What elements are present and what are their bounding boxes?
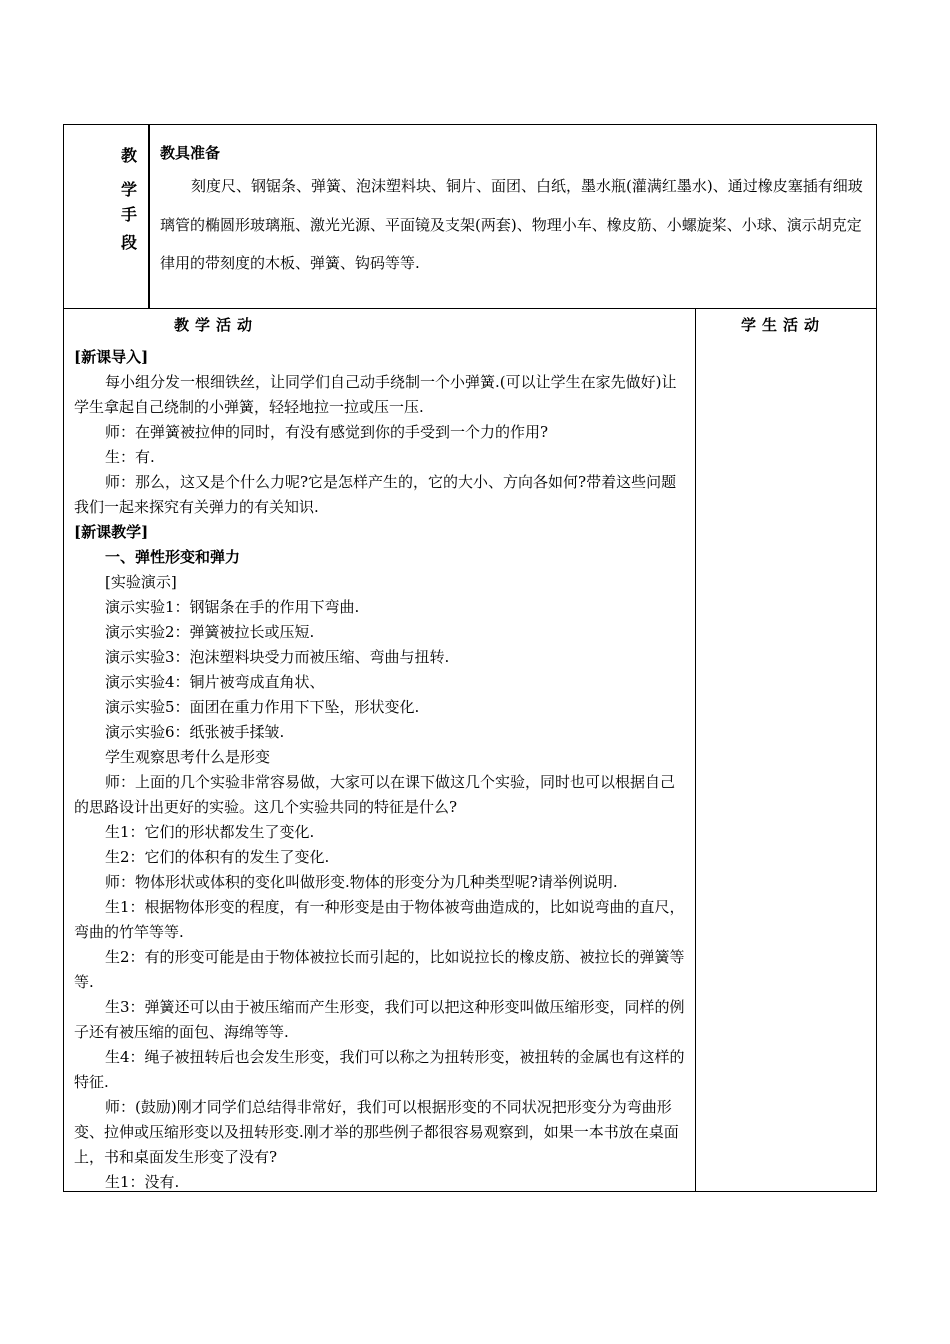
student-activity-header: 学生活动 [741,316,826,334]
paragraph: 生2：有的形变可能是由于物体被拉长而引起的，比如说拉长的橡皮筋、被拉长的弹簧等等. [74,948,685,991]
label-char-4: 段 [120,233,137,252]
subsection-heading: 一、弹性形变和弹力 [105,548,241,566]
section-teaching-heading: [新课教学] [74,523,149,541]
paragraph: 师：上面的几个实验非常容易做，大家可以在课下做这几个实验，同时也可以根据自己的思路设计出更好的实验。这几个实验共同的特征是什么? [74,773,676,816]
paragraph: 生4：绳子被扭转后也会发生形变，我们可以称之为扭转形变，被扭转的金属也有这样的特征. [74,1048,685,1091]
label-char-1: 教 [120,146,137,165]
paragraph: 生1：它们的形状都发生了变化. [105,823,315,841]
paragraph: 演示实验3：泡沫塑料块受力而被压缩、弯曲与扭转. [105,648,450,666]
paragraph: 师：在弹簧被拉伸的同时，有没有感觉到你的手受到一个力的作用? [105,423,549,441]
paragraph: 演示实验4：铜片被弯成直角状、 [105,673,325,691]
teaching-activity-header: 教学活动 [174,316,259,334]
paragraph: 每小组分发一根细铁丝，让同学们自己动手绕制一个小弹簧.(可以让学生在家先做好)让学生拿起自己绕制的小弹簧，轻轻地拉一拉或压一压. [74,373,677,416]
paragraph: 学生观察思考什么是形变 [105,748,271,766]
paragraph: 师：(鼓励)刚才同学们总结得非常好，我们可以根据形变的不同状况把形变分为弯曲形变、拉伸或压缩形变以及扭转形变.刚才举的那些例子都很容易观察到，如果一本书放在桌面上，书和桌面发生形变了没有? [74,1098,679,1166]
paragraph: [实验演示] [105,573,177,591]
paragraph: 师：物体形状或体积的变化叫做形变.物体的形变分为几种类型呢?请举例说明. [105,873,618,891]
paragraph: 生：有. [105,448,155,466]
paragraph: 生3：弹簧还可以由于被压缩而产生形变，我们可以把这种形变叫做压缩形变，同样的例子还有被压缩的面包、海绵等等. [74,998,685,1041]
lesson-body [74,345,687,1195]
section-intro-heading: [新课导入] [74,348,149,366]
label-char-3: 手 [120,205,137,224]
heading-equipment: 教具准备 [160,144,221,162]
label-char-2: 学 [120,180,137,199]
paragraph: 演示实验5：面团在重力作用下下坠，形状变化. [105,698,420,716]
paragraph: 生1：根据物体形变的程度，有一种形变是由于物体被弯曲造成的，比如说弯曲的直尺，弯曲的竹竿等等. [74,898,685,941]
teaching-means-table [63,124,877,309]
paragraph: 生2：它们的体积有的发生了变化. [105,848,330,866]
teaching-means-content [160,139,868,283]
paragraph: 演示实验2：弹簧被拉长或压短. [105,623,315,641]
paragraph: 生1：没有. [105,1173,180,1191]
activity-table [63,309,877,1192]
paragraph: 演示实验6：纸张被手揉皱. [105,723,285,741]
paragraph: 演示实验1：钢锯条在手的作用下弯曲. [105,598,360,616]
paragraph: 师：那么，这又是个什么力呢?它是怎样产生的，它的大小、方向各如何?带着这些问题我们一起来探究有关弹力的有关知识. [74,473,677,516]
column-divider [695,309,696,1191]
equipment-list: 刻度尺、钢锯条、弹簧、泡沫塑料块、铜片、面团、白纸，墨水瓶(灌满红墨水)、通过橡皮塞插有细玻璃管的椭圆形玻璃瓶、激光光源、平面镜及支架(两套)、物理小车、橡皮筋、小螺旋桨、小球、演示胡克定律用的带刻度的木板、弹簧、钩码等等. [160,177,863,272]
